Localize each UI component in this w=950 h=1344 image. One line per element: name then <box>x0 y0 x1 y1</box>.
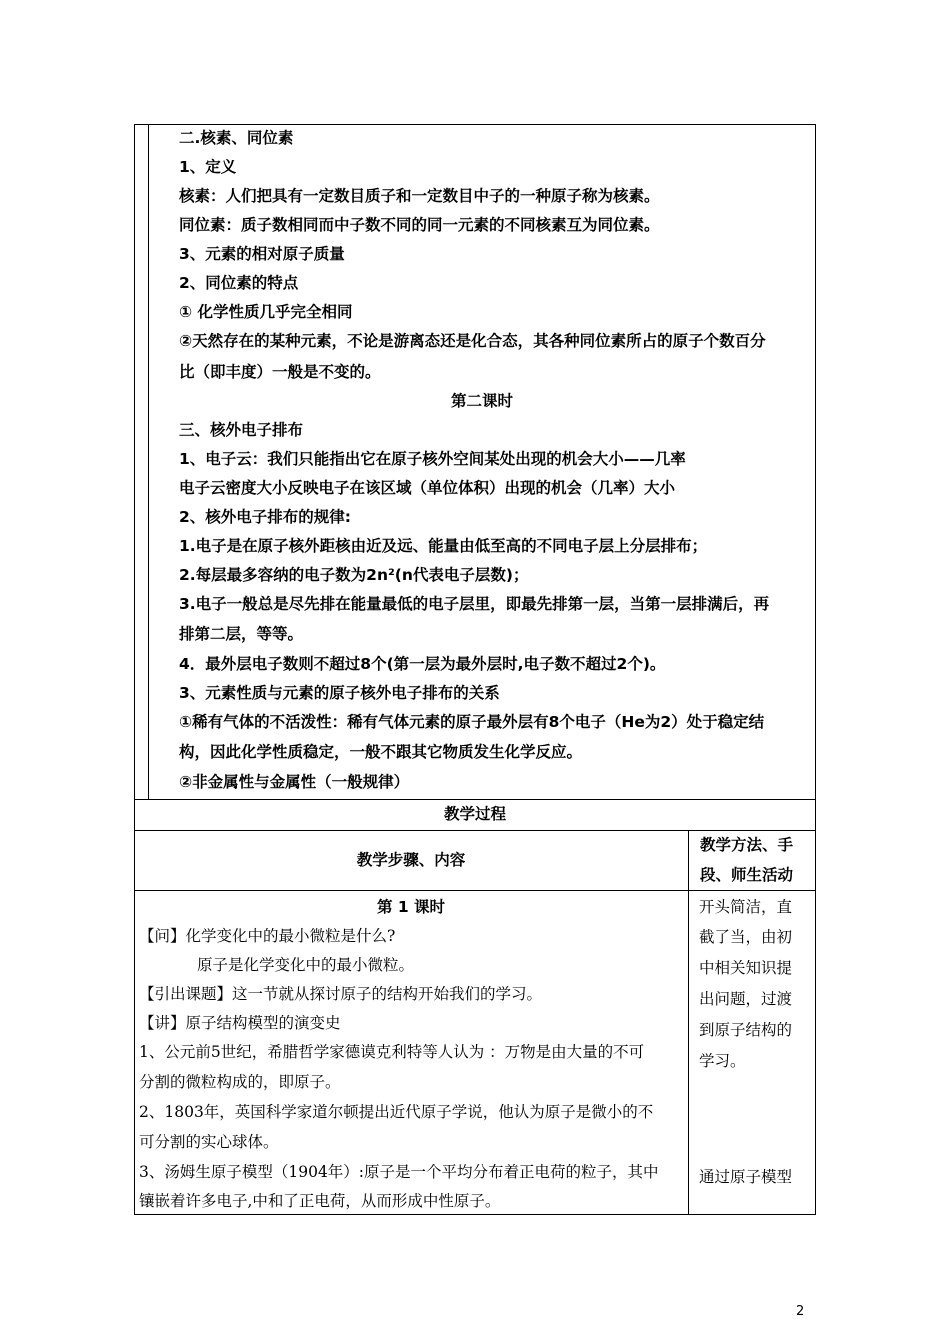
outline-line: 核素：人们把具有一定数目质子和一定数目中子的一种原子称为核素。 <box>179 187 660 205</box>
lesson-line: 【问】化学变化中的最小微粒是什么? <box>139 927 396 945</box>
method-line: 出问题，过渡 <box>699 990 793 1008</box>
method-line: 学习。 <box>699 1052 746 1070</box>
lesson-line: 分割的微粒构成的，即原子。 <box>139 1073 341 1091</box>
lesson-line: 【引出课题】这一节就从探讨原子的结构开始我们的学习。 <box>139 985 543 1003</box>
page-number: 2 <box>796 1304 805 1319</box>
outline-line: 三、核外电子排布 <box>179 421 304 439</box>
section-heading: 第二课时 <box>450 392 513 410</box>
lesson-line: 1、公元前5世纪，希腊哲学家德谟克利特等人认为 ：万物是由大量的不可 <box>139 1043 645 1061</box>
methods-column-header: 段、师生活动 <box>700 866 794 884</box>
outline-line: 3.电子一般总是尽先排在能量最低的电子层里，即最先排第一层，当第一层排满后，再 <box>179 595 770 613</box>
outline-line: 1.电子是在原子核外距核由近及远、能量由低至高的不同电子层上分层排布； <box>179 537 708 555</box>
method-line: 通过原子模型 <box>699 1168 793 1186</box>
section-divider <box>134 799 816 800</box>
outline-line: 3、元素的相对原子质量 <box>179 245 345 263</box>
lesson-line: 可分割的实心球体。 <box>139 1133 279 1151</box>
outline-line: 1、定义 <box>179 158 237 176</box>
outline-line: 电子云密度大小反映电子在该区域（单位体积）出现的机会（几率）大小 <box>179 479 676 497</box>
method-line: 中相关知识提 <box>699 959 793 977</box>
outline-line: ① 化学性质几乎完全相同 <box>179 303 353 321</box>
lesson-line: 【讲】原子结构模型的演变史 <box>139 1014 341 1032</box>
lesson-line: 3、汤姆生原子模型（1904年）:原子是一个平均分布着正电荷的粒子，其中 <box>139 1163 659 1181</box>
outline-line: ②非金属性与金属性（一般规律） <box>179 773 410 791</box>
outline-line: 二.核素、同位素 <box>179 129 294 147</box>
method-line: 截了当，由初 <box>699 928 793 946</box>
lesson-line: 镶嵌着许多电子,中和了正电荷，从而形成中性原子。 <box>139 1192 501 1210</box>
methods-column-divider <box>688 830 689 1215</box>
outline-line: 2、同位素的特点 <box>179 274 299 292</box>
header-divider <box>134 830 816 831</box>
outline-line: 2、核外电子排布的规律: <box>179 508 351 526</box>
outline-line: 2.每层最多容纳的电子数为2n²(n代表电子层数)； <box>179 566 529 584</box>
outline-line: ②天然存在的某种元素，不论是游离态还是化合态，其各种同位素所占的原子个数百分 <box>179 332 766 350</box>
column-header-divider <box>134 890 816 891</box>
outline-line: 3、元素性质与元素的原子核外电子排布的关系 <box>179 684 500 702</box>
outline-line: 比（即丰度）一般是不变的。 <box>179 363 381 381</box>
outline-line: 排第二层，等等。 <box>179 625 304 643</box>
outline-line: 构，因此化学性质稳定，一般不跟其它物质发生化学反应。 <box>179 743 583 761</box>
outline-line: 同位素：质子数相同而中子数不同的同一元素的不同核素互为同位素。 <box>179 216 660 234</box>
left-column-divider <box>148 124 149 800</box>
method-line: 开头简洁，直 <box>699 898 793 916</box>
lesson-line: 原子是化学变化中的最小微粒。 <box>197 956 415 974</box>
outline-line: 1、电子云：我们只能指出它在原子核外空间某处出现的机会大小——几率 <box>179 450 686 468</box>
outline-line: 4．最外层电子数则不超过8个(第一层为最外层时,电子数不超过2个)。 <box>179 655 666 673</box>
methods-column-header: 教学方法、手 <box>700 836 794 854</box>
process-title: 教学过程 <box>443 805 506 823</box>
method-line: 到原子结构的 <box>699 1021 793 1039</box>
lesson-heading: 第 1 课时 <box>376 898 446 916</box>
steps-column-header: 教学步骤、内容 <box>356 851 466 869</box>
outline-line: ①稀有气体的不活泼性：稀有气体元素的原子最外层有8个电子（He为2）处于稳定结 <box>179 713 765 731</box>
lesson-line: 2、1803年，英国科学家道尔顿提出近代原子学说，他认为原子是微小的不 <box>139 1103 654 1121</box>
